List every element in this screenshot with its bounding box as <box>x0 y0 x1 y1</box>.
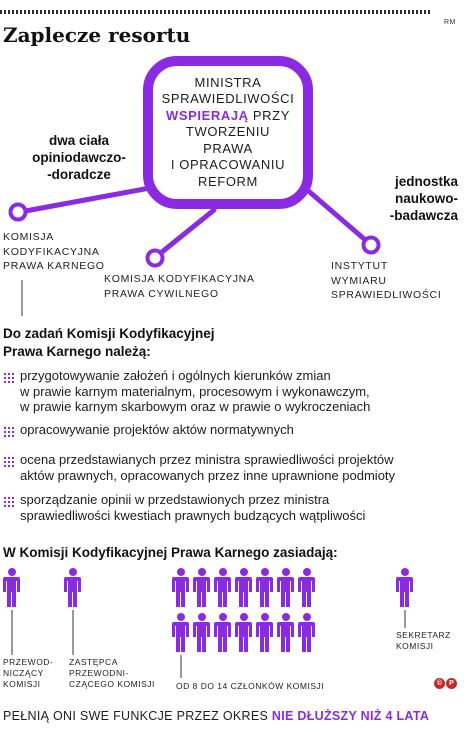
task-line: przygotowywanie założeń i ogólnych kierunków zmian <box>20 368 331 383</box>
center-line-rest: PRZY <box>248 107 290 123</box>
tasks-heading-line: Do zadań Komisji Kodyfikacyjnej <box>3 326 215 341</box>
deputy-label-line: PRZEWODNI- <box>69 668 129 678</box>
deputy-figure <box>64 568 81 607</box>
member-figure <box>277 613 294 652</box>
right-group-line: naukowo- <box>395 191 458 206</box>
node-label-line: KODYFIKACYJNA <box>3 245 100 258</box>
member-figure <box>298 613 315 652</box>
member-figure <box>193 613 210 652</box>
node-label-line: INSTYTUT <box>331 260 388 272</box>
members-heading: W Komisji Kodyfikacyjnej Prawa Karnego zasiadają: <box>3 545 338 560</box>
member-figure <box>172 613 189 652</box>
task-line: aktów prawnych, opracowanych przez inne uprawnione podmioty <box>20 467 396 483</box>
center-line: TWORZENIU <box>185 124 271 140</box>
left-group-line: -doradcze <box>47 167 111 182</box>
secretary-label <box>396 630 451 652</box>
center-line: PRAWA <box>203 140 253 156</box>
copyright-icon: © <box>434 678 445 689</box>
chair-label <box>3 657 53 690</box>
task-line: opracowywanie projektów aktów normatywnych <box>20 422 294 437</box>
node-label-line: SPRAWIEDLIWOŚCI <box>331 289 442 301</box>
center-accent: WSPIERAJĄ <box>165 107 249 123</box>
member-figure <box>235 613 252 652</box>
task-line: ocena przedstawianych przez ministra sprawiedliwości projektów <box>20 452 394 467</box>
center-line: SPRAWIEDLIWOŚCI <box>161 91 295 107</box>
secretary-label-line: KOMISJI <box>396 641 434 651</box>
member-figure <box>193 568 210 607</box>
footer-accent: NIE DŁUŻSZY NIŻ 4 LATA <box>271 709 430 723</box>
node-label-line: WYMIARU <box>331 274 387 287</box>
deputy-label <box>69 657 155 690</box>
task-line: w prawie karnym materialnym, procesowym i wykonawczym, <box>20 383 370 399</box>
members-label: OD 8 DO 14 CZŁONKÓW KOMISJI <box>176 681 325 691</box>
member-figure <box>256 568 273 607</box>
chair-label-line: PRZEWOD- <box>3 657 54 667</box>
node-label-line: PRAWA CYWILNEGO <box>104 287 219 300</box>
member-figure <box>256 613 273 652</box>
member-figure <box>214 568 231 607</box>
secretary-figure <box>396 568 413 607</box>
node-label-line: PRAWA KARNEGO <box>3 260 105 272</box>
footer-plain: PEŁNIĄ ONI SWE FUNKCJE PRZEZ OKRES <box>3 709 272 723</box>
deputy-label-line: CZĄCEGO KOMISJI <box>69 679 155 689</box>
p-icon: P <box>446 678 457 689</box>
credit: RM <box>444 19 456 26</box>
right-group-line: -badawcza <box>389 208 458 223</box>
secretary-label-line: SEKRETARZ <box>396 630 451 640</box>
task-line: sporządzanie opinii w przedstawionych przez ministra <box>20 492 330 507</box>
task-line: sprawiedliwości kwestiach prawnych budzących wątpliwości <box>20 507 366 523</box>
center-line: I OPRACOWANIU <box>170 157 286 173</box>
node-label-line: KOMISJA <box>3 231 54 243</box>
center-line: REFORM <box>198 173 258 189</box>
tasks-heading-line: Prawa Karnego należą: <box>3 344 151 359</box>
page-title: Zaplecze resortu <box>3 23 191 47</box>
footer-text <box>3 709 429 723</box>
deputy-label-line: ZASTĘPCA <box>69 657 118 667</box>
task-line: w prawie karnym skarbowym oraz w prawie o wykroczeniach <box>20 399 371 414</box>
member-figure <box>277 568 294 607</box>
center-line: MINISTRA <box>194 74 262 90</box>
member-figure <box>172 568 189 607</box>
member-figure <box>235 568 252 607</box>
left-group-line: dwa ciała <box>48 133 110 148</box>
member-figure <box>214 613 231 652</box>
chair-label-line: KOMISJI <box>3 679 41 689</box>
left-group-line: opiniodawczo- <box>32 150 126 165</box>
right-group-line: jednostka <box>394 174 458 189</box>
chair-figure <box>3 568 20 607</box>
chair-label-line: NICZĄCY <box>3 668 44 678</box>
copyright-icons <box>434 678 457 689</box>
member-figure <box>298 568 315 607</box>
node-label-line: KOMISJA KODYFIKACYJNA <box>104 273 255 285</box>
